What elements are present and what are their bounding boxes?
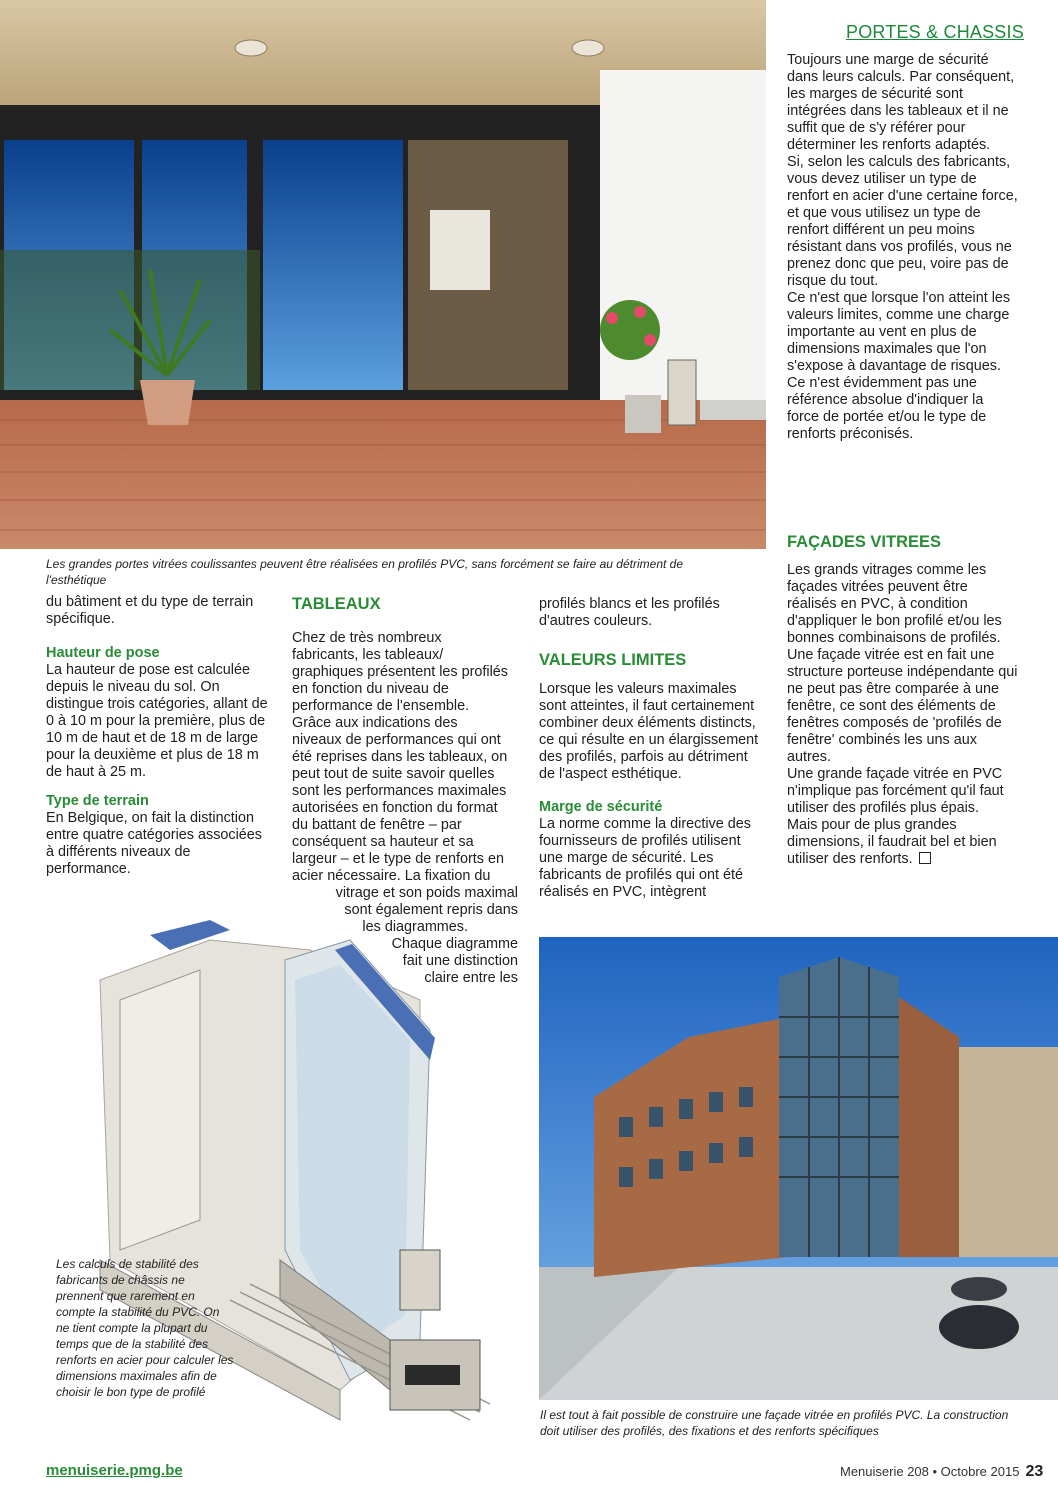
paragraph: Ce n'est évidemment pas une référence absolue d'indiquer la force de portée et/ou le type de renforts préconisés. (787, 375, 987, 442)
text-line: autorisées en fonction du format (292, 800, 498, 816)
issue-info: Menuiserie 208 • Octobre 2015 (840, 1464, 1020, 1479)
paragraph: Lorsque les valeurs maximales sont atteintes, il faut certainement combiner deux éléments distincts, ce qui résulte en un élargissement des profilés, parfois au détriment de l'aspect esthétique. (539, 681, 759, 782)
section-heading: FAÇADES VITREES (787, 533, 942, 551)
text-line: sont également repris dans (344, 902, 518, 918)
article-column-3 (539, 596, 765, 901)
text-line: vitrage et son poids maximal (335, 885, 518, 901)
paragraph: Si, selon les calculs des fabricants, vous devez utiliser un type de renfort en acier d'une certaine force, et que vous utilisez un type de renfort différent un peu moins résistant dans vos profilés, vous ne prenez donc que peu, voire pas de risque du tout. (787, 154, 1018, 289)
article-column-1 (46, 594, 272, 878)
section-heading: VALEURS LIMITES (539, 651, 687, 669)
text-line: Chaque diagramme (391, 936, 518, 952)
page-number: 23 (1025, 1463, 1044, 1480)
section-title: PORTES & CHASSIS (846, 22, 1024, 42)
paragraph: Les grands vitrages comme les façades vitrées peuvent être réalisés en PVC, à condition d'appliquer le bon profilé et/ou les bonnes combinaisons de profilés. (787, 562, 1002, 646)
section-heading: TABLEAUX (292, 595, 381, 613)
website-link[interactable]: menuiserie.pmg.be (46, 1462, 183, 1479)
paragraph: La hauteur de pose est calculée depuis le niveau du sol. On distingue trois catégories, allant de 0 à 10 m pour la première, plus de 10 m de haut et de 18 m de large pour la deuxième et plus de 18 m de haut à 25 m. (46, 662, 268, 780)
illustration-caption: Les calculs de stabilité des fabricants de châssis ne prennent que rarement en compte la stabilité du PVC. On ne tient compte la plupart du temps que de la stabilité des renforts en acier pour calculer les dimensions maximales afin de choisir le bon type de profilé (56, 1257, 234, 1399)
text-line: sont les performances maximales (292, 783, 507, 799)
text-line: fabricants, les tableaux/ (292, 647, 444, 663)
paragraph: Toujours une marge de sécurité dans leurs calculs. Par conséquent, les marges de sécurité sont intégrées dans les tableaux et il ne suffit que de s'y référer pour déterminer les renforts adaptés. (787, 52, 1015, 153)
text-line: en fonction du niveau de (292, 681, 449, 697)
photo-caption: Les grandes portes vitrées coulissantes peuvent être réalisées en profilés PVC, sans forcément se faire au détriment de l'esthétique (46, 557, 684, 587)
text-line: du battant de fenêtre – par (292, 817, 462, 833)
text-line: graphiques présentent les profilés (292, 664, 508, 680)
text-line: Grâce aux indications des (292, 715, 458, 731)
paragraph: La norme comme la directive des fournisseurs de profilés utilisent une marge de sécurité. Les fabricants de profilés qui ont été réalisés en PVC, intègrent (539, 816, 751, 900)
text-line: Chez de très nombreux (292, 630, 442, 646)
subheading: Type de terrain (46, 793, 149, 809)
paragraph: Mais pour de plus grandes dimensions, il faudrait bel et bien utiliser des renforts. (787, 817, 997, 867)
paragraph: Ce n'est que lorsque l'on atteint les valeurs limites, comme une charge importante au vent en plus de dimensions maximales que l'on s'expose à davantage de risques. (787, 290, 1011, 374)
article-column-right-top (787, 52, 1019, 443)
text-line: fait une distinction (402, 953, 518, 969)
end-of-article-icon (919, 852, 931, 864)
text-line: niveaux de performances qui ont (292, 732, 501, 748)
text-line: acier nécessaire. La fixation du (292, 868, 491, 884)
text-line: été reprises dans les tableaux, on (292, 749, 508, 765)
paragraph: Une grande façade vitrée en PVC n'implique pas forcément qu'il faut utiliser des profilés plus épais. (787, 766, 1004, 816)
page-footer (840, 1463, 1043, 1481)
paragraph: profilés blancs et les profilés d'autres couleurs. (539, 596, 720, 629)
facades-section (787, 532, 1019, 868)
paragraph: Une façade vitrée est en fait une structure porteuse indépendante qui ne peut pas être comparée à une fenêtre, ce sont des éléments de fenêtres composés de 'profilés de fenêtre' combinés les uns aux autres. (787, 647, 1018, 765)
text-line: claire entre les (424, 970, 518, 986)
subheading: Marge de sécurité (539, 799, 663, 815)
glass-facade-building-photo (539, 937, 1058, 1400)
terrace-sliding-door-photo (0, 0, 766, 549)
paragraph: En Belgique, on fait la distinction entre quatre catégories associées à différents niveaux de performance. (46, 810, 262, 877)
subheading: Hauteur de pose (46, 645, 160, 661)
text-line: peut tout de suite savoir quelles (292, 766, 495, 782)
text-line: les diagrammes. (362, 919, 468, 935)
photo-caption: Il est tout à fait possible de construire une façade vitrée en profilés PVC. La construction doit utiliser des profilés, des fixations et des renforts spécifiques (540, 1408, 1009, 1438)
text-line: conséquent sa hauteur et sa (292, 834, 474, 850)
text-line: performance de l'ensemble. (292, 698, 470, 714)
paragraph: du bâtiment et du type de terrain spécifique. (46, 594, 254, 627)
text-line: largeur – et le type de renforts en (292, 851, 504, 867)
